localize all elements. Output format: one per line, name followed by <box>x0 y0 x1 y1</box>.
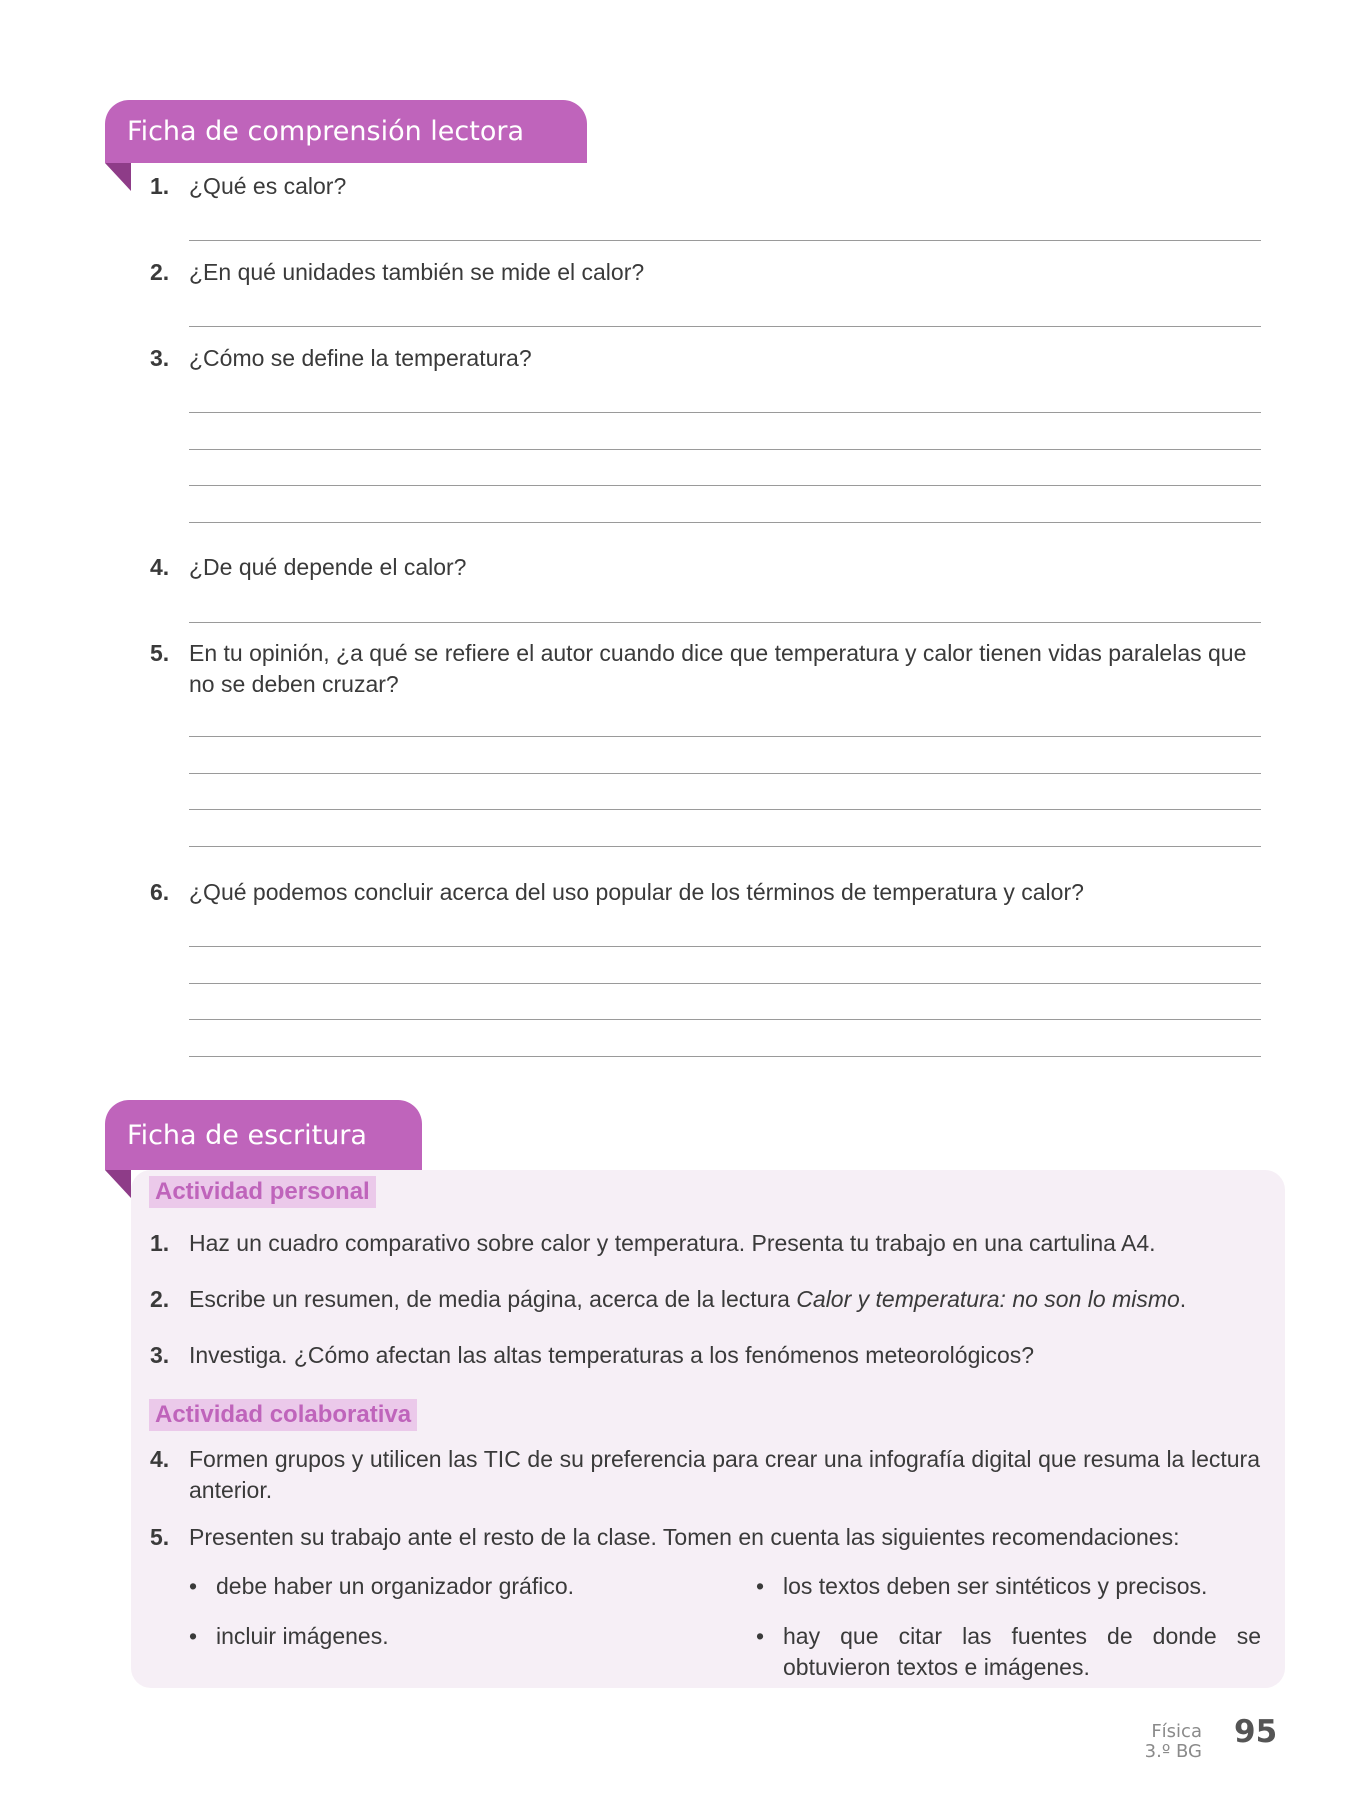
bullet-text: hay que citar las fuentes de donde se obtuvieron textos e imágenes. <box>783 1623 1261 1680</box>
question-number: 3. <box>150 345 170 371</box>
question-text: ¿Cómo se define la temperatura? <box>189 345 532 371</box>
answer-line[interactable] <box>189 240 1261 241</box>
bullet-item <box>756 1571 1261 1602</box>
activity-number: 4. <box>150 1446 170 1472</box>
activity-4 <box>150 1444 1260 1506</box>
activity-number: 3. <box>150 1342 170 1368</box>
tab-fold-decoration <box>105 1170 131 1198</box>
subheading-colaborativa: Actividad colaborativa <box>149 1399 417 1431</box>
question-number: 4. <box>150 554 170 580</box>
activity-text: Investiga. ¿Cómo afectan las altas temperaturas a los fenómenos meteorológicos? <box>189 1342 1035 1368</box>
section-title: Ficha de escritura <box>127 1119 367 1151</box>
footer-subject: Física <box>1151 1721 1202 1742</box>
bullet-dot: • <box>189 1623 198 1649</box>
question-text: ¿Qué es calor? <box>189 173 347 199</box>
question-6 <box>150 877 1260 908</box>
activity-text-end: . <box>1179 1286 1187 1312</box>
answer-line[interactable] <box>189 1056 1261 1057</box>
activity-number: 2. <box>150 1286 170 1312</box>
activity-5 <box>150 1522 1260 1553</box>
answer-line[interactable] <box>189 773 1261 774</box>
question-number: 6. <box>150 879 170 905</box>
reading-title: Calor y temperatura: no son lo mismo <box>796 1286 1180 1312</box>
answer-line[interactable] <box>189 809 1261 810</box>
bullet-dot: • <box>756 1573 765 1599</box>
footer-grade: 3.º BG <box>1144 1741 1202 1762</box>
answer-line[interactable] <box>189 1019 1261 1020</box>
page-number: 95 <box>1234 1714 1278 1750</box>
answer-line[interactable] <box>189 326 1261 327</box>
subheading-personal: Actividad personal <box>149 1176 376 1208</box>
answer-line[interactable] <box>189 983 1261 984</box>
question-3 <box>150 343 1260 374</box>
bullet-text: los textos deben ser sintéticos y precisos. <box>783 1573 1208 1599</box>
bullet-text: incluir imágenes. <box>216 1623 389 1649</box>
question-text: ¿Qué podemos concluir acerca del uso popular de los términos de temperatura y calor? <box>189 879 1084 905</box>
bullet-text: debe haber un organizador gráfico. <box>216 1573 575 1599</box>
activity-text: Presenten su trabajo ante el resto de la clase. Tomen en cuenta las siguientes recomendaciones: <box>189 1524 1180 1550</box>
activity-text <box>189 1284 1260 1315</box>
answer-line[interactable] <box>189 449 1261 450</box>
question-1 <box>150 171 1260 202</box>
answer-line[interactable] <box>189 622 1261 623</box>
question-4 <box>150 552 1260 583</box>
answer-line[interactable] <box>189 485 1261 486</box>
question-text: En tu opinión, ¿a qué se refiere el autor cuando dice que temperatura y calor tienen vidas paralelas que no se deben cruzar? <box>189 640 1247 697</box>
bullet-item <box>189 1621 729 1652</box>
activity-3 <box>150 1340 1260 1371</box>
section-tab-escritura <box>105 1100 422 1170</box>
question-number: 5. <box>150 640 170 666</box>
footer-book-info <box>1145 1722 1202 1762</box>
question-text: ¿De qué depende el calor? <box>189 554 467 580</box>
activity-2 <box>150 1284 1260 1315</box>
question-text: ¿En qué unidades también se mide el calor? <box>189 259 645 285</box>
activity-number: 5. <box>150 1524 170 1550</box>
section-title: Ficha de comprensión lectora <box>127 116 525 147</box>
section-tab-comprension <box>105 100 587 163</box>
question-number: 2. <box>150 259 170 285</box>
answer-line[interactable] <box>189 412 1261 413</box>
bullet-dot: • <box>189 1573 198 1599</box>
activity-1 <box>150 1228 1260 1259</box>
activity-number: 1. <box>150 1230 170 1256</box>
question-number: 1. <box>150 173 170 199</box>
activity-text: Haz un cuadro comparativo sobre calor y temperatura. Presenta tu trabajo en una cartulina A4. <box>189 1230 1156 1256</box>
bullet-item <box>756 1621 1261 1683</box>
tab-fold-decoration <box>105 163 131 191</box>
answer-line[interactable] <box>189 846 1261 847</box>
answer-line[interactable] <box>189 736 1261 737</box>
bullet-dot: • <box>756 1623 765 1649</box>
activity-text: Formen grupos y utilicen las TIC de su preferencia para crear una infografía digital que resuma la lectura anterior. <box>189 1446 1260 1503</box>
question-2 <box>150 257 1260 288</box>
activity-text-plain: Escribe un resumen, de media página, acerca de la lectura <box>189 1286 797 1312</box>
bullet-item <box>189 1571 729 1602</box>
answer-line[interactable] <box>189 946 1261 947</box>
answer-line[interactable] <box>189 522 1261 523</box>
question-5 <box>150 638 1260 700</box>
